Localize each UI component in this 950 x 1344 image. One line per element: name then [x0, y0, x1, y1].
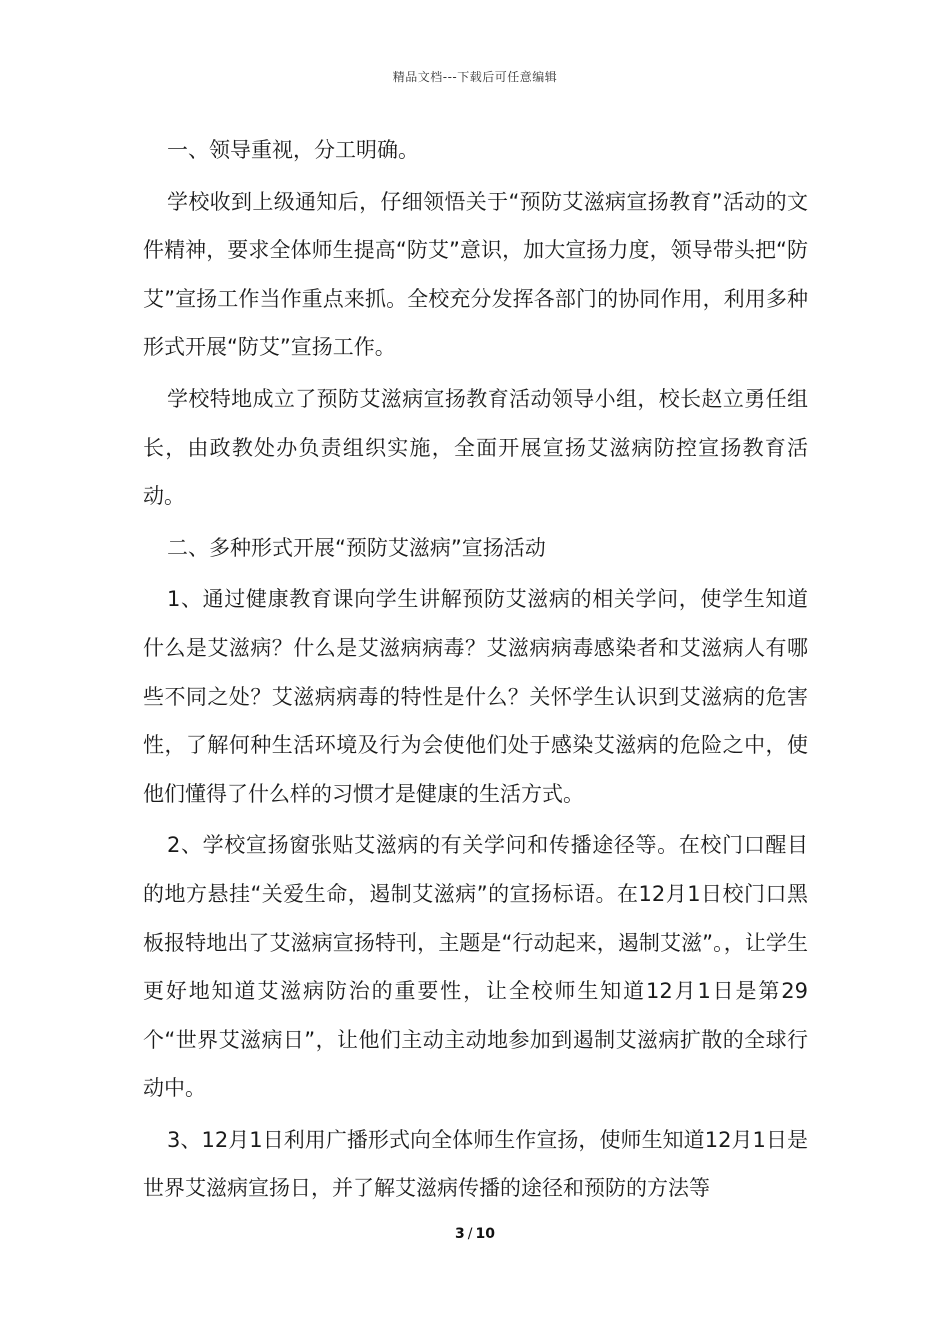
- list-item: 3、12月1日利用广播形式向全体师生作宣扬，使师生知道12月1日是世界艾滋病宣扬日，并了解艾滋病传播的途径和预防的方法等: [143, 1127, 808, 1201]
- paragraph: 学校收到上级通知后，仔细领悟关于“预防艾滋病宣扬教育”活动的文件精神，要求全体师生提高“防艾”意识，加大宣扬力度，领导带头把“防艾”宣扬工作当作重点来抓。全校充分发挥各部门的协同作用，利用多种形式开展“防艾”宣扬工作。: [143, 189, 808, 360]
- page-header: 精品文档---下载后可任意编辑: [392, 70, 558, 84]
- current-page: 3: [455, 1226, 465, 1242]
- section-heading-2: 二、多种形式开展“预防艾滋病”宣扬活动: [167, 535, 546, 560]
- total-pages: 10: [475, 1226, 495, 1242]
- paragraph: 学校特地成立了预防艾滋病宣扬教育活动领导小组，校长赵立勇任组长，由政教处办负责组织实施，全面开展宣扬艾滋病防控宣扬教育活动。: [143, 386, 808, 509]
- section-heading-1: 一、领导重视，分工明确。: [167, 138, 419, 162]
- list-item: 2、学校宣扬窗张贴艾滋病的有关学问和传播途径等。在校门口醒目的地方悬挂“关爱生命，遏制艾滋病”的宣扬标语。在12月1日校门口黑板报特地出了艾滋病宣扬特刊，主题是“行动起来，遏制艾滋”。，让学生更好地知道艾滋病防治的重要性，让全校师生知道12月1日是第29个“世界艾滋病日”，让他们主动主动地参加到遏制艾滋病扩散的全球行动中。: [143, 833, 808, 1101]
- page-number: [0, 1226, 950, 1242]
- document-body: [143, 126, 808, 1213]
- list-item: 1、通过健康教育课向学生讲解预防艾滋病的相关学问，使学生知道什么是艾滋病？什么是艾滋病病毒？艾滋病病毒感染者和艾滋病人有哪些不同之处？艾滋病病毒的特性是什么？关怀学生认识到艾滋病的危害性，了解何种生活环境及行为会使他们处于感染艾滋病的危险之中，使他们懂得了什么样的习惯才是健康的生活方式。: [143, 587, 808, 806]
- page-separator: /: [467, 1226, 473, 1242]
